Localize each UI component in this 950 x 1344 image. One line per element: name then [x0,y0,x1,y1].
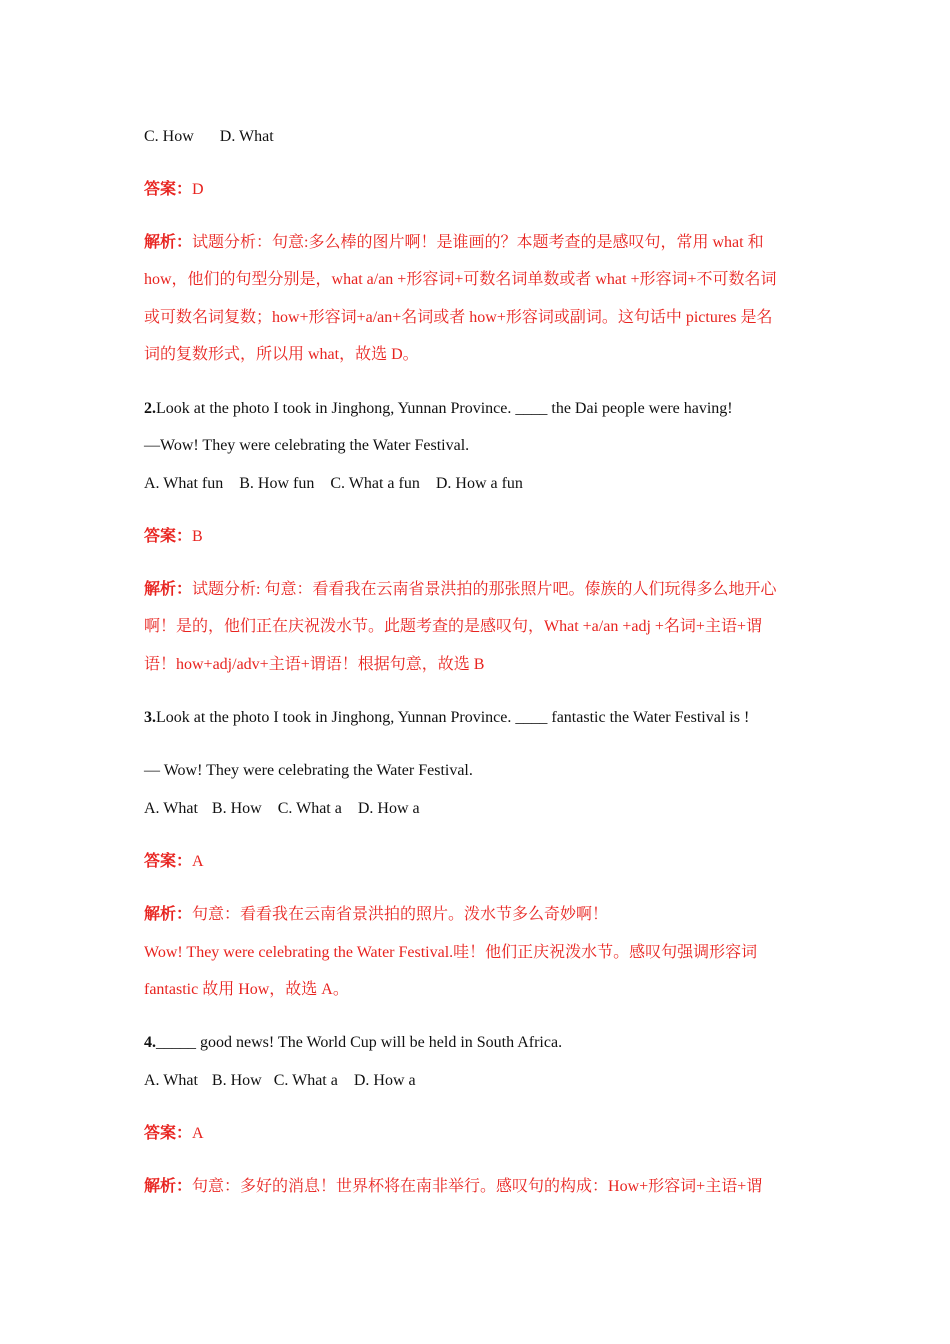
q3-options [144,799,420,819]
answer-value: A [192,1125,204,1142]
q1-analysis-line-2: how，他们的句型分别是，what a/an +形容词+可数名词单数或者 what +形容词+不可数名词 [144,271,777,288]
option-b: B. How fun [239,475,315,492]
option-d: D. How a [353,1072,416,1089]
question-number: 3. [144,709,156,726]
q1-analysis-line-1: 解析：试题分析：句意:多么棒的图片啊！是谁画的？本题考查的是感叹句，常用 what 和 [144,234,764,251]
question-number: 2. [144,400,156,417]
question-number: 4. [144,1034,156,1051]
answer-label: 答案 [144,853,177,870]
option-c: C. What a [273,1072,338,1089]
q3-reply: — Wow! They were celebrating the Water Festival. [144,762,473,779]
option-c: C. What a fun [330,475,420,492]
q1-analysis-line-3: 或可数名词复数；how+形容词+a/an+名词或者 how+形容词或副词。这句话中 pictures 是名 [144,309,773,326]
answer-label: 答案 [144,528,177,545]
q2-analysis-line-3: 语！how+adj/adv+主语+谓语！根据句意，故选 B [144,656,485,673]
q2-analysis-line-1: 解析：试题分析: 句意：看看我在云南省景洪拍的那张照片吧。傣族的人们玩得多么地开心 [144,581,777,598]
q4-stem: 4._____ good news! The World Cup will be held in South Africa. [144,1034,563,1051]
option-d: D. What [219,128,274,145]
answer-value: B [192,528,203,545]
q2-answer: 答案：B [144,528,203,545]
analysis-label: 解析 [144,1178,177,1195]
option-a: A. What fun [144,475,224,492]
q4-analysis-line-1: 解析：句意：多好的消息！世界杯将在南非举行。感叹句的构成：How+形容词+主语+谓 [144,1178,763,1195]
analysis-label: 解析 [144,581,177,598]
analysis-label: 解析 [144,234,177,251]
answer-label: 答案 [144,181,177,198]
answer-label: 答案 [144,1125,177,1142]
q2-analysis-line-2: 啊！是的，他们正在庆祝泼水节。此题考查的是感叹句，What +a/an +adj +名词+主语+谓 [144,618,762,635]
q1-answer: 答案：D [144,181,204,198]
q2-stem: 2.Look at the photo I took in Jinghong, Yunnan Province. ____ the Dai people were having! [144,400,733,417]
q2-options [144,474,523,494]
analysis-label: 解析 [144,906,177,923]
q4-options [144,1071,416,1091]
option-d: D. How a fun [435,475,523,492]
option-c: C. What a [277,800,342,817]
q3-analysis-line-1: 解析：句意：看看我在云南省景洪拍的照片。泼水节多么奇妙啊！ [144,906,609,923]
option-a: A. What [144,1072,198,1089]
option-d: D. How a [357,800,420,817]
option-b: B. How [211,1072,262,1089]
q3-analysis-line-2: Wow! They were celebrating the Water Festival.哇！他们正庆祝泼水节。感叹句强调形容词 [144,944,758,961]
q3-stem: 3.Look at the photo I took in Jinghong, Yunnan Province. ____ fantastic the Water Festival is ! [144,709,750,726]
q3-analysis-line-3: fantastic 故用 How，故选 A。 [144,981,349,998]
option-b: B. How [211,800,262,817]
option-a: A. What [144,800,198,817]
q1-options [144,127,274,147]
q2-reply: —Wow! They were celebrating the Water Festival. [144,437,470,454]
q3-answer: 答案：A [144,853,204,870]
answer-value: D [192,181,204,198]
q4-answer: 答案：A [144,1125,204,1142]
option-c: C. How [144,128,194,145]
q1-analysis-line-4: 词的复数形式，所以用 what，故选 D。 [144,346,419,363]
answer-value: A [192,853,204,870]
